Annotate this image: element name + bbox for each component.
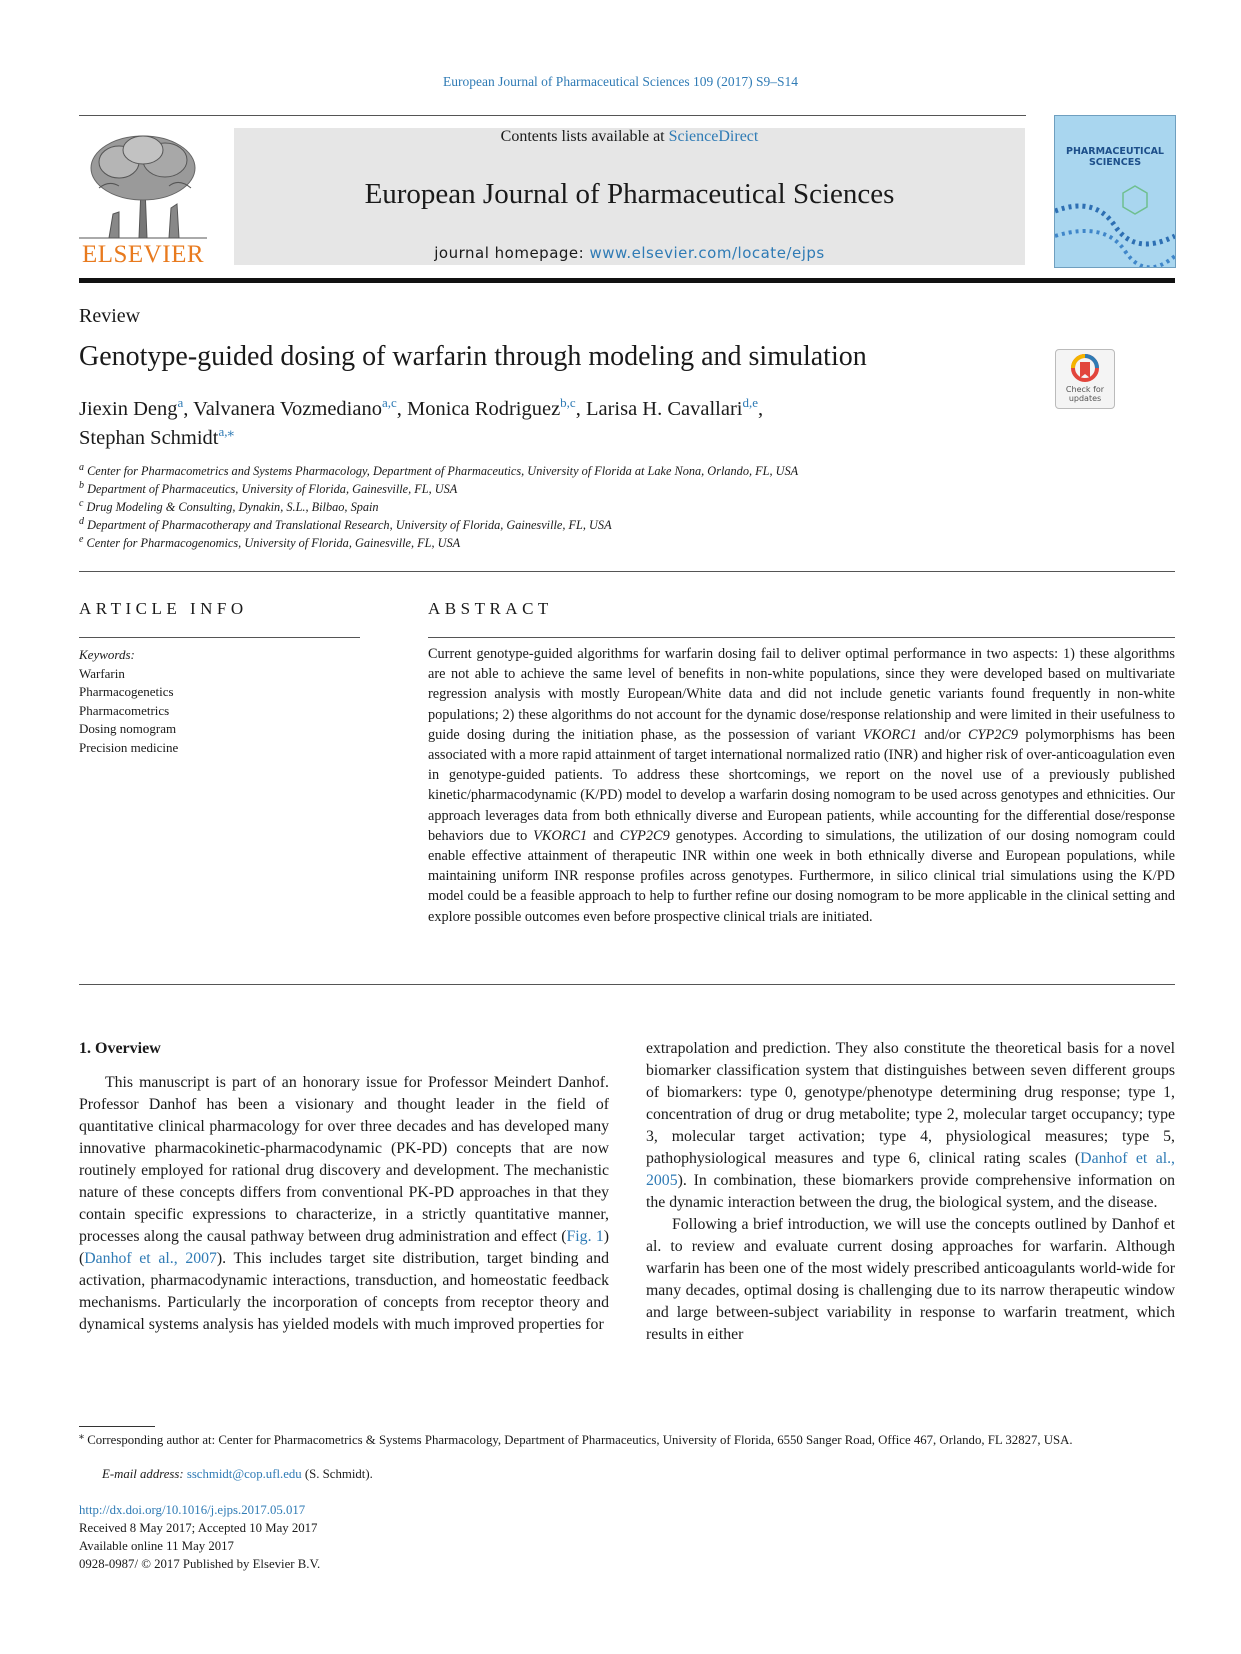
abstract-rule [428,637,1175,638]
body-paragraph: This manuscript is part of an honorary issue for Professor Meindert Danhof. Professor Danhof has been a visionary and thought leader in the field of quantitative clinical pharmacology for over three decades and has developed many innovative pharmacokinetic-pharmacodynamic (PK-PD) concepts that are now routinely employed for rational drug discovery and development. The mechanistic nature of these concepts differs from conventional PK-PD approaches in that they contain specific expressions to characterize, in a strictly quantitative manner, processes along the causal pathway between drug administration and effect (Fig. 1) (Danhof et al., 2007). This includes target site distribution, target binding and activation, pharmacodynamic interactions, transduction, and homeostatic feedback mechanisms. Particularly the incorporation of concepts from receptor theory and dynamical systems analysis has yielded models with much improved properties for [79,1074,609,1333]
author-name: Larisa H. Cavallari [585,398,743,420]
body-column-right [646,1038,1175,1346]
affiliation-list [79,462,1079,552]
keyword-item: Pharmacometrics [79,702,170,718]
keywords-list [79,646,178,757]
author-name: Valvanera Vozmediano [193,398,382,420]
journal-cover-image[interactable] [1054,115,1176,268]
keyword-item: Warfarin [79,665,125,681]
author-name: Monica Rodriguez [407,398,561,420]
author-affiliation-marker[interactable]: d,e [742,395,759,411]
body-column-left [79,1038,609,1336]
affiliation-item: $^a$ Center for Pharmacometrics and Systems Pharmacology, Department of Pharmaceutics, University of Florida at Lake Nona, Orlando, FL, USA [79,461,799,478]
journal-banner [234,128,1025,265]
publication-info [79,1501,320,1573]
footnote-rule [79,1426,155,1427]
body-paragraph: extrapolation and prediction. They also constitute the theoretical basis for a novel biomarker classification system that distinguishes between seven different groups of biomarkers: type 0, genotype/phenotype determining drug response; type 1, concentration of drug or drug metabolite; type 2, molecular target occupancy; type 3, molecular target activation; type 4, physiological measures; type 5, pathophysiological measures and type 6, clinical rating scales (Danhof et al., 2005). In combination, these biomarkers provide comprehensive information on the dynamic interaction between the drug, the biological system, and the disease. [646,1040,1175,1211]
elsevier-logo[interactable] [79,128,207,266]
abstract-heading: ABSTRACT [428,599,553,618]
cover-title: PHARMACEUTICAL SCIENCES [1066,146,1164,168]
journal-name: European Journal of Pharmaceutical Sciences [364,178,895,210]
journal-citation[interactable]: European Journal of Pharmaceutical Sciences 109 (2017) S9–S14 [442,74,799,89]
copyright-line: 0928-0987/ © 2017 Published by Elsevier B.V. [79,1557,321,1571]
author-list: Jiexin Deng$^a$, Valvanera Vozmediano$^{a,c}$, Monica Rodriguez$^{b,c}$, Larisa H. Cavallari$^{d,e}$, Stephan Schmidt$^{a,⁎}$ [79,395,764,449]
homepage-link[interactable]: www.elsevier.com/locate/ejps [589,244,825,262]
sciencedirect-link[interactable]: ScienceDirect [668,128,759,145]
top-rule [79,115,1026,116]
author-affiliation-marker[interactable]: a,c [381,395,397,411]
author-name: Jiexin Deng [79,398,178,420]
body-paragraph: Following a brief introduction, we will use the concepts outlined by Danhof et al. to review and evaluate current dosing approaches for warfarin. Although warfarin has been one of the most widely prescribed anticoagulants world-wide for many decades, optimal dosing is challenging due to its narrow therapeutic window and large between-subject variability in response to warfarin treatment, which results in either [646,1216,1175,1343]
online-date: Available online 11 May 2017 [79,1539,234,1553]
bookmark-icon [1056,350,1114,384]
keyword-item: Dosing nomogram [79,721,177,736]
contents-line: Contents lists available at ScienceDirect [500,128,759,145]
author-affiliation-marker[interactable]: a [177,395,184,411]
section-heading: 1. Overview [79,1040,161,1057]
citation-link[interactable]: Danhof et al., 2007 [84,1250,217,1267]
header-thick-rule [79,278,1175,283]
doi-link[interactable]: http://dx.doi.org/10.1016/j.ejps.2017.05.017 [79,1503,306,1517]
email-footnote: E-mail address: sschmidt@cop.ufl.edu (S. Schmidt). [102,1467,373,1481]
homepage-line: journal homepage: www.elsevier.com/locate/ejps [434,244,825,262]
figure-reference-link[interactable]: Fig. 1 [566,1228,604,1245]
email-link[interactable]: sschmidt@cop.ufl.edu [186,1467,302,1481]
author-name: Stephan Schmidt [79,427,219,449]
corresponding-author-marker[interactable]: ⁎ [227,424,235,440]
elsevier-wordmark: ELSEVIER [81,241,205,268]
article-info-heading: ARTICLE INFO [79,599,248,618]
article-type: Review [79,305,141,327]
keyword-item: Precision medicine [79,739,179,755]
abstract-text: Current genotype-guided algorithms for warfarin dosing fail to deliver optimal performance in two aspects: 1) these algorithms are not able to achieve the same level of benefits in non-white populations, since they were developed based on multivariate regression analysis with mostly European/White data and did not include genetic variants found frequently in non-white populations; 2) these algorithms do not account for the dynamic dose/response relationship and were limited in their usefulness to guide dosing during the initiation phase, as the possession of variant VKORC1 and/or CYP2C9 polymorphisms has been associated with a more rapid attainment of target international normalized ratio (INR) and higher risk of over-anticoagulation even in genotype-guided patients. To address these shortcomings, we report on the novel use of a previously published kinetic/pharmacodynamic (K/PD) model to develop a warfarin dosing nomogram to be used across genotypes and ethnicities. Our approach leverages data from both ethnically diverse and European patients, while accounting for the differential dose/response behaviors due to VKORC1 and CYP2C9 genotypes. According to simulations, the utilization of our dosing nomogram could enable effective attainment of therapeutic INR within one week in both ethnically diverse and European populations, while maintaining uniform INR response profiles across genotypes. Furthermore, in silico clinical trial simulations using the K/PD model could be a feasible approach to help to further refine our dosing nomogram to be more applicable in the clinical setting and explore possible outcomes even before prospective clinical trials are initiated. [428,646,1175,925]
affiliation-item: $^c$ Drug Modeling & Consulting, Dynakin, S.L., Bilbao, Spain [79,497,379,514]
affiliation-item: $^e$ Center for Pharmacogenomics, University of Florida, Gainesville, FL, USA [79,533,461,550]
check-updates-label: Check for updates [1065,385,1105,403]
author-affiliation-marker[interactable]: b,c [560,395,576,411]
author-affiliation-marker[interactable]: a, [218,424,228,440]
corresponding-author-footnote: ⁎ Corresponding author at: Center for Pharmacometrics & Systems Pharmacology, Department of Pharmaceutics, University of Florida, 6550 Sanger Road, Office 467, Orlando, FL 32827, USA. [79,1430,1073,1447]
affiliation-item: $^d$ Department of Pharmacotherapy and Translational Research, University of Florida, Gainesville, FL, USA [79,515,612,532]
molecule-icon [1055,116,1175,267]
received-date: Received 8 May 2017; Accepted 10 May 2017 [79,1521,318,1535]
tree-icon [79,128,207,240]
article-info-rule [79,637,360,638]
article-title: Genotype-guided dosing of warfarin through modeling and simulation [79,341,867,372]
abstract-bottom-rule [79,984,1175,985]
keywords-label: Keywords: [79,647,135,662]
citation-link[interactable]: Danhof et al., 2005 [646,1150,1175,1189]
check-for-updates-button[interactable] [1055,349,1115,409]
affiliation-item: $^b$ Department of Pharmaceutics, University of Florida, Gainesville, FL, USA [79,479,458,496]
keyword-item: Pharmacogenetics [79,684,174,699]
section-rule [79,571,1175,572]
